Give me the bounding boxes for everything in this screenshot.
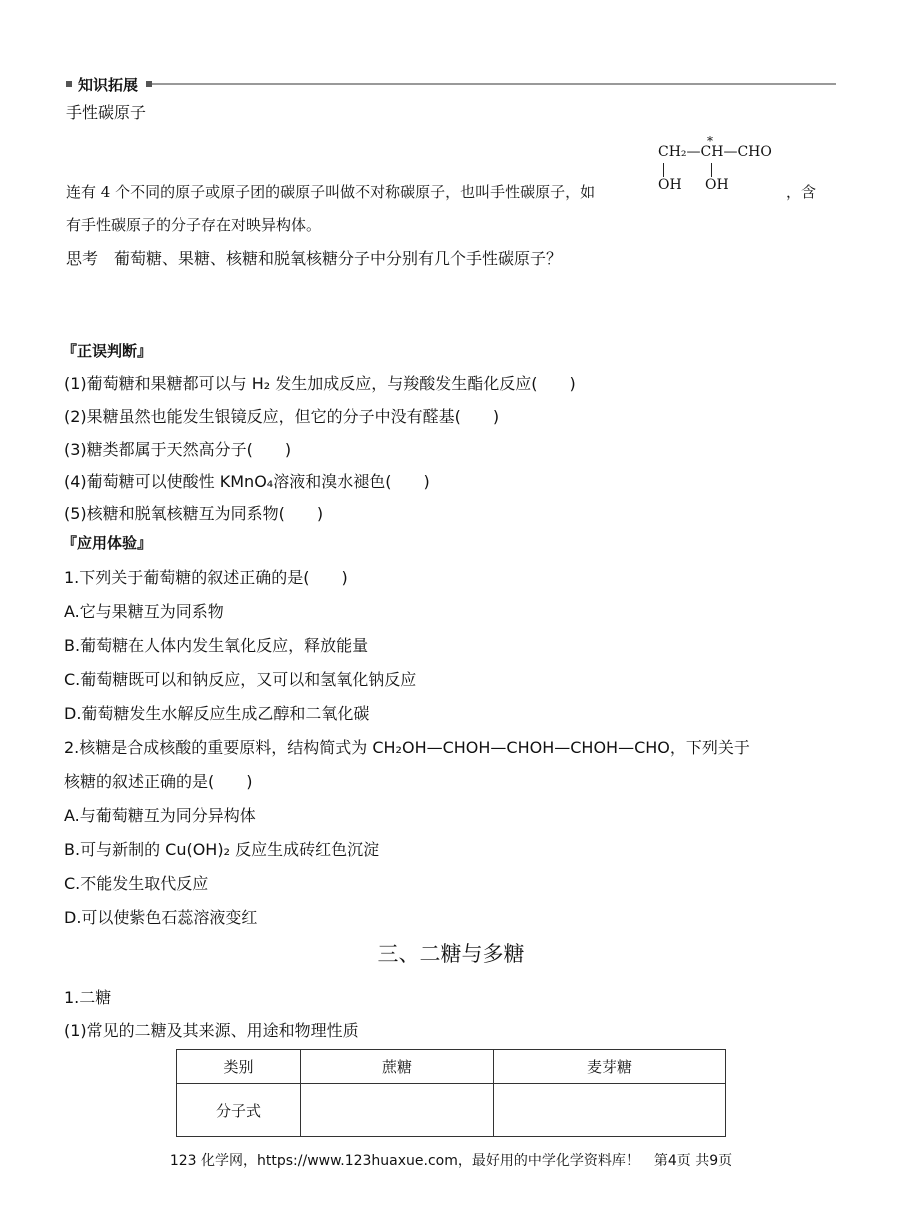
chiral-star: *: [707, 134, 713, 148]
q1-option-b: B.葡萄糖在人体内发生氧化反应，释放能量: [64, 636, 369, 655]
q2-option-d: D.可以使紫色石蕊溶液变红: [64, 908, 258, 927]
table-cell: [494, 1084, 726, 1137]
knowledge-paragraph-line1: 连有 4 个不同的原子或原子团的碳原子叫做不对称碳原子，也叫手性碳原子，如: [66, 183, 596, 201]
judge-item: (1)葡萄糖和果糖都可以与 H₂ 发生加成反应，与羧酸发生酯化反应( ): [64, 374, 576, 393]
section3-sub1: 1.二糖: [64, 988, 112, 1007]
q2-stem-line1: 2.核糖是合成核酸的重要原料，结构简式为 CH₂OH—CHOH—CHOH—CHOH—CHO，下列关于: [64, 738, 750, 757]
judge-item: (5)核糖和脱氧核糖互为同系物( ): [64, 504, 324, 523]
think-question: 思考 葡萄糖、果糖、核糖和脱氧核糖分子中分别有几个手性碳原子？: [66, 249, 563, 268]
q2-option-a: A.与葡萄糖互为同分异构体: [64, 806, 256, 825]
table-header-cell: 蔗糖: [301, 1050, 494, 1084]
q2-option-c: C.不能发生取代反应: [64, 874, 209, 893]
chiral-formula: [658, 134, 778, 194]
formula-oh-1: OH: [658, 177, 682, 193]
judge-item: (3)糖类都属于天然高分子( ): [64, 440, 292, 459]
table-cell: 分子式: [177, 1084, 301, 1137]
formula-main: CH₂—CH—CHO: [658, 144, 772, 160]
q2-option-b: B.可与新制的 Cu(OH)₂ 反应生成砖红色沉淀: [64, 840, 380, 859]
judge-header: 『正误判断』: [62, 342, 153, 360]
judge-item: (4)葡萄糖可以使酸性 KMnO₄溶液和溴水褪色( ): [64, 472, 430, 491]
table-row: [177, 1084, 726, 1137]
knowledge-subtitle: 手性碳原子: [66, 103, 147, 122]
table-header-cell: 类别: [177, 1050, 301, 1084]
table-cell: [301, 1084, 494, 1137]
knowledge-paragraph-line2: 有手性碳原子的分子存在对映异构体。: [66, 216, 322, 234]
section3-sub1-1: (1)常见的二糖及其来源、用途和物理性质: [64, 1021, 359, 1040]
apply-header: 『应用体验』: [62, 534, 153, 552]
square-bullet-icon: [66, 81, 72, 87]
q1-option-d: D.葡萄糖发生水解反应生成乙醇和二氧化碳: [64, 704, 370, 723]
formula-oh-2: OH: [705, 177, 729, 193]
formula-bond: [663, 163, 664, 177]
q1-stem: 1.下列关于葡萄糖的叙述正确的是( ): [64, 568, 348, 587]
q1-option-c: C.葡萄糖既可以和钠反应，又可以和氢氧化钠反应: [64, 670, 417, 689]
header-divider: [152, 83, 836, 85]
knowledge-paragraph-line1-end: ，含: [786, 183, 817, 201]
page-footer: 123 化学网，https://www.123huaxue.com，最好用的中学化学资料库！ 第4页 共9页: [169, 1153, 733, 1169]
q2-stem-line2: 核糖的叙述正确的是( ): [64, 772, 253, 791]
table-header-row: [177, 1050, 726, 1084]
judge-item: (2)果糖虽然也能发生银镜反应，但它的分子中没有醛基( ): [64, 407, 500, 426]
table-header-cell: 麦芽糖: [494, 1050, 726, 1084]
formula-bond: [711, 163, 712, 177]
knowledge-header-title: 知识拓展: [78, 75, 139, 94]
disaccharide-table: [176, 1049, 726, 1137]
q1-option-a: A.它与果糖互为同系物: [64, 602, 224, 621]
section3-title: 三、二糖与多糖: [377, 942, 525, 966]
knowledge-header: [66, 74, 836, 94]
